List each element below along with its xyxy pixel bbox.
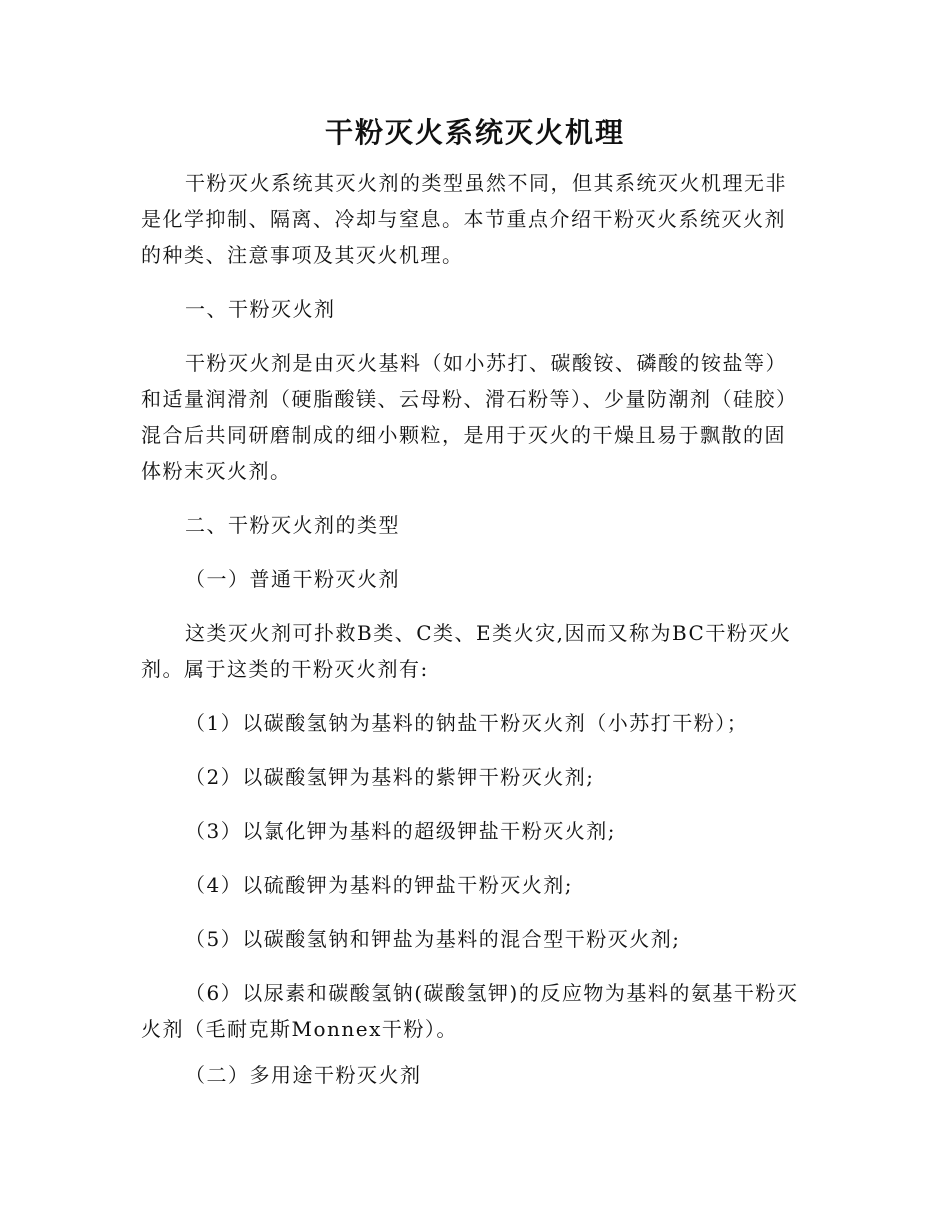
list-item: （5）以碳酸氢钠和钾盐为基料的混合型干粉灭火剂; [185,927,681,951]
section-heading-2: 二、干粉灭火剂的类型 [185,513,400,537]
list-item: （2）以碳酸氢钾为基料的紫钾干粉灭火剂; [185,765,595,789]
subsection-heading-1: （一）普通干粉灭火剂 [185,567,400,591]
list-item: （6）以尿素和碳酸氢钠(碳酸氢钾)的反应物为基料的氨基干粉灭火剂（毛耐克斯Monnex干粉）。 [141,981,799,1041]
list-item: （4）以硫酸钾为基料的钾盐干粉灭火剂; [185,873,573,897]
list-item: （1）以碳酸氢钠为基料的钠盐干粉灭火剂（小苏打干粉）； [185,711,749,735]
subsection-heading-2: （二）多用途干粉灭火剂 [185,1063,422,1087]
document-title: 干粉灭火系统灭火机理 [324,116,625,149]
bc-powder-paragraph: 这类灭火剂可扑救B类、C类、E类火灾,因而又称为BC干粉灭火剂。属于这类的干粉灭火剂有: [141,621,792,681]
list-item: （3）以氯化钾为基料的超级钾盐干粉灭火剂; [185,819,616,843]
section-heading-1: 一、干粉灭火剂 [185,297,336,321]
definition-paragraph: 干粉灭火剂是由灭火基料（如小苏打、碳酸铵、磷酸的铵盐等）和适量润滑剂（硬脂酸镁、云母粉、滑石粉等）、少量防潮剂（硅胶）混合后共同研磨制成的细小颗粒，是用于灭火的干燥且易于飘散的固体粉末灭火剂。 [141,351,798,483]
intro-paragraph: 干粉灭火系统其灭火剂的类型虽然不同，但其系统灭火机理无非是化学抑制、隔离、冷却与窒息。本节重点介绍干粉灭火系统灭火剂的种类、注意事项及其灭火机理。 [141,171,787,267]
